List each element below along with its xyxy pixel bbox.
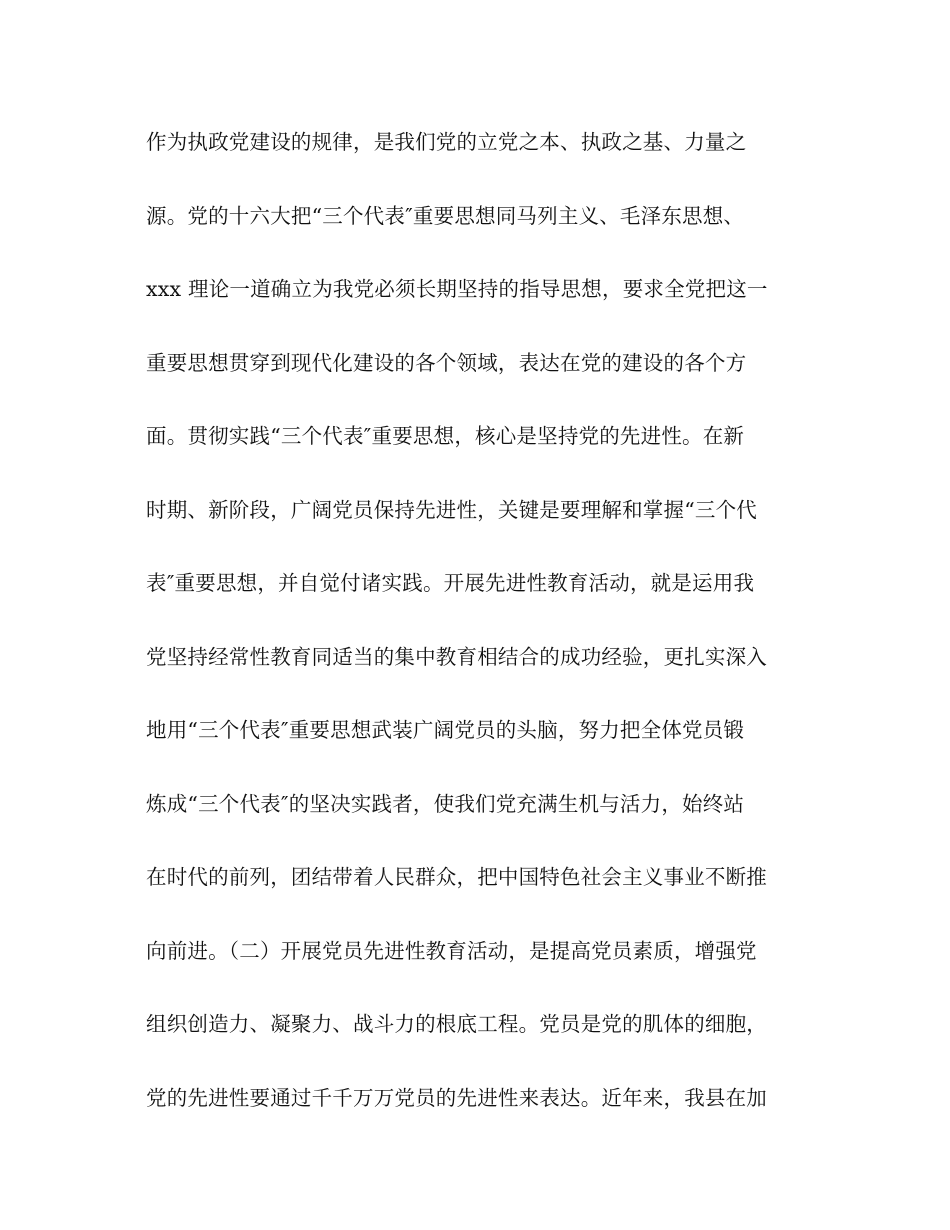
text-line: 在时代的前列，团结带着人民群众，把中国特色社会主义事业不断推 — [146, 865, 767, 889]
text-line: 组织创造力、凝聚力、战斗力的根底工程。党员是党的肌体的细胞， — [146, 1012, 767, 1036]
text-line: 面。贯彻实践“三个代表″重要思想，核心是坚持党的先进性。在新 — [146, 424, 745, 448]
text-line: 表″重要思想，并自觉付诸实践。开展先进性教育活动，就是运用我 — [146, 571, 755, 595]
body-paragraph — [146, 122, 806, 1151]
text-line: 地用“三个代表″重要思想武装广阔党员的头脑，努力把全体党员锻 — [146, 718, 745, 742]
text-line: 重要思想贯穿到现代化建设的各个领域，表达在党的建设的各个方 — [146, 350, 747, 375]
text-line: 炼成“三个代表″的坚决实践者，使我们党充满生机与活力，始终站 — [146, 791, 745, 816]
text-line: 党坚持经常性教育同适当的集中教育相结合的成功经验，更扎实深入 — [146, 644, 767, 669]
text-line: 党的先进性要通过千千万万党员的先进性来表达。近年来，我县在加 — [146, 1085, 767, 1110]
text-line: 作为执政党建设的规律，是我们党的立党之本、执政之基、力量之 — [146, 130, 747, 154]
text-line: 时期、新阶段，广阔党员保持先进性，关键是要理解和掌握“三个代 — [146, 497, 757, 522]
text-line: 向前进。（二）开展党员先进性教育活动，是提高党员素质，增强党 — [146, 938, 757, 963]
text-line: xxx 理论一道确立为我党必须长期坚持的指导思想，要求全党把这一 — [146, 277, 768, 301]
text-line: 源。党的十六大把“三个代表″重要思想同马列主义、毛泽东思想、 — [146, 203, 745, 228]
